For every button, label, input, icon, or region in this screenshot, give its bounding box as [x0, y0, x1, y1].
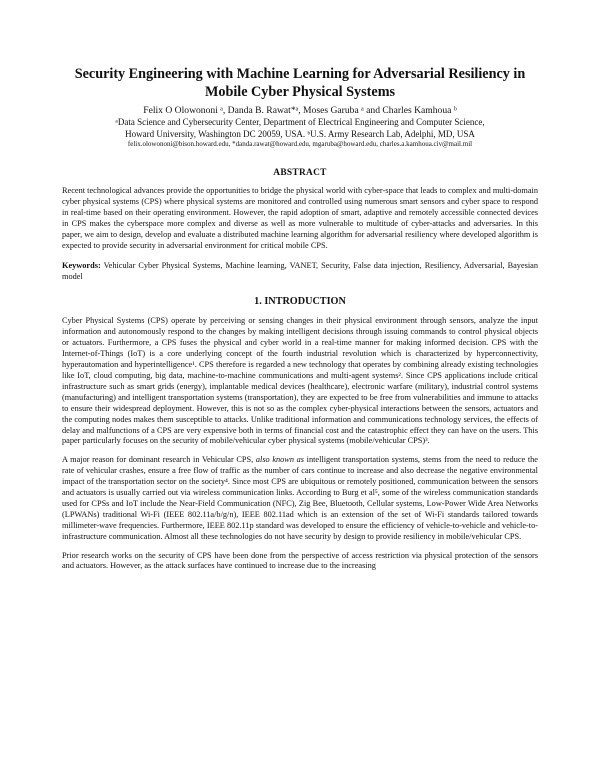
intro-paragraph-2-italic: also known as: [255, 455, 305, 465]
abstract-text: Recent technological advances provide the opportunities to bridge the physical world with cyber-space that leads to complex and multi-domain cyber physical systems (CPS) where physical systems are monitored and controlled using numerous smart sensors and cyber space to respond in real-time based on their operating environment. However, the rapid adoption of smart, adaptive and remotely accessible connected devices in CPS makes the cyberspace more complex and diverse as well as more vulnerable to multitude of cyber-attacks and adversaries. In this paper, we aim to design, develop and evaluate a distributed machine learning algorithm for adversarial resiliency where developed algorithm is expected to provide security in adversarial environment for critical mobile CPS.: [62, 186, 538, 250]
intro-paragraph-2-end: intelligent transportation systems, stems from the need to reduce the rate of vehicular crashes, ensure a free flow of traffic as the number of cars continue to increase and also decrease the negative environmental impact of the transportation sector on the society⁴. Since most CPS are ubiquitous or remotely positioned, communication between the sensors and actuators is usually carried out via wireless communication links. According to Burg et al⁵, some of the wireless communication standards used for CPSs and IoT include the Near-Field Communication (NFC), Zig Bee, Bluetooth, Cellular systems, Low-Power Wide Area Networks (LPWANs) traditional Wi-Fi (IEEE 802.11a/b/g/n), IEEE 802.11ad which is an extension of the set of Wi-Fi standards tailored towards millimeter-wave frequencies. Furthermore, IEEE 802.11p standard was developed to ensure the efficiency of vehicle-to-vehicle and vehicle-to-infrastructure communication. Almost all these technologies do not have security by design to provide resiliency in mobile/vehicular CPS.: [62, 455, 538, 541]
keywords-text: Vehicular Cyber Physical Systems, Machine learning, VANET, Security, False data injection, Resiliency, Adversarial, Bayesian model: [62, 260, 538, 281]
intro-paragraph-2: [62, 455, 538, 542]
keywords-label: Keywords:: [62, 260, 101, 270]
intro-paragraph-2-start: A major reason for dominant research in Vehicular CPS,: [62, 455, 256, 465]
section-heading-introduction: 1. INTRODUCTION: [254, 296, 346, 308]
affiliation-line-2: Howard University, Washington DC 20059, USA. ᵇU.S. Army Research Lab, Adelphi, MD, USA: [125, 128, 475, 139]
paper-page: [62, 66, 538, 572]
keywords: [62, 261, 538, 283]
paper-title: Security Engineering with Machine Learning for Adversarial Resiliency in Mobile Cyber Physical Systems: [74, 66, 526, 100]
affiliation-line-1: ᵃData Science and Cybersecurity Center, Department of Electrical Engineering and Computer Science,: [115, 117, 485, 127]
intro-paragraph-1: Cyber Physical Systems (CPS) operate by perceiving or sensing changes in their physical environment through sensors, analyze the input information and autonomously respond to the changes by making intelligent decisions through issuing commands to control physical objects or actuators. Furthermore, a CPS fuses the physical and cyber world in a real-time manner for making informed decision. CPS with the Internet-of-Things (IoT) is a core underlying concept of the fourth industrial revolution which is characterized by hyperconnectivity, hyperautomation and hyperintelligence¹. CPS therefore is regarded a new technology that operates by combining already existing technologies like IoT, cloud computing, big data, machine-to-machine communications and multi-agent systems². Since CPS applications include critical infrastructure such as smart grids (energy), implantable medical devices (healthcare), electronic warfare (military), industrial control systems (manufacturing) and intelligent transportation systems (transportation), they are expected to be free from vulnerabilities and immune to attacks to ensure their widespread deployment. However, this is not so as the complex cyber-physical interactions between the sensors, actuators and the computing nodes makes them susceptible to attacks. Unlike traditional information and communications technology services, the effects of delay and malfunctions of a CPS are very expensive both in terms of financial cost and the catastrophic effect they can have on the users. This paper particularly focuses on the security of mobile/vehicular cyber physical systems (mobile/vehicular CPS)³.: [62, 316, 538, 446]
intro-paragraph-3: Prior research works on the security of CPS have been done from the perspective of access restriction via physical protection of the sensors and actuators. However, as the attack surfaces have continued to increase due to the increasing: [62, 550, 538, 571]
author-list: Felix O Olowononi ᵃ, Danda B. Rawat*ᵃ, Moses Garuba ᵃ and Charles Kamhoua ᵇ: [143, 105, 457, 116]
abstract-heading: ABSTRACT: [273, 168, 327, 179]
author-emails: felix.olowononi@bison.howard.edu, *danda.rawat@howard.edu, mgaruba@howard.edu, charles.a.kamhoua.civ@mail.mil: [127, 140, 473, 149]
